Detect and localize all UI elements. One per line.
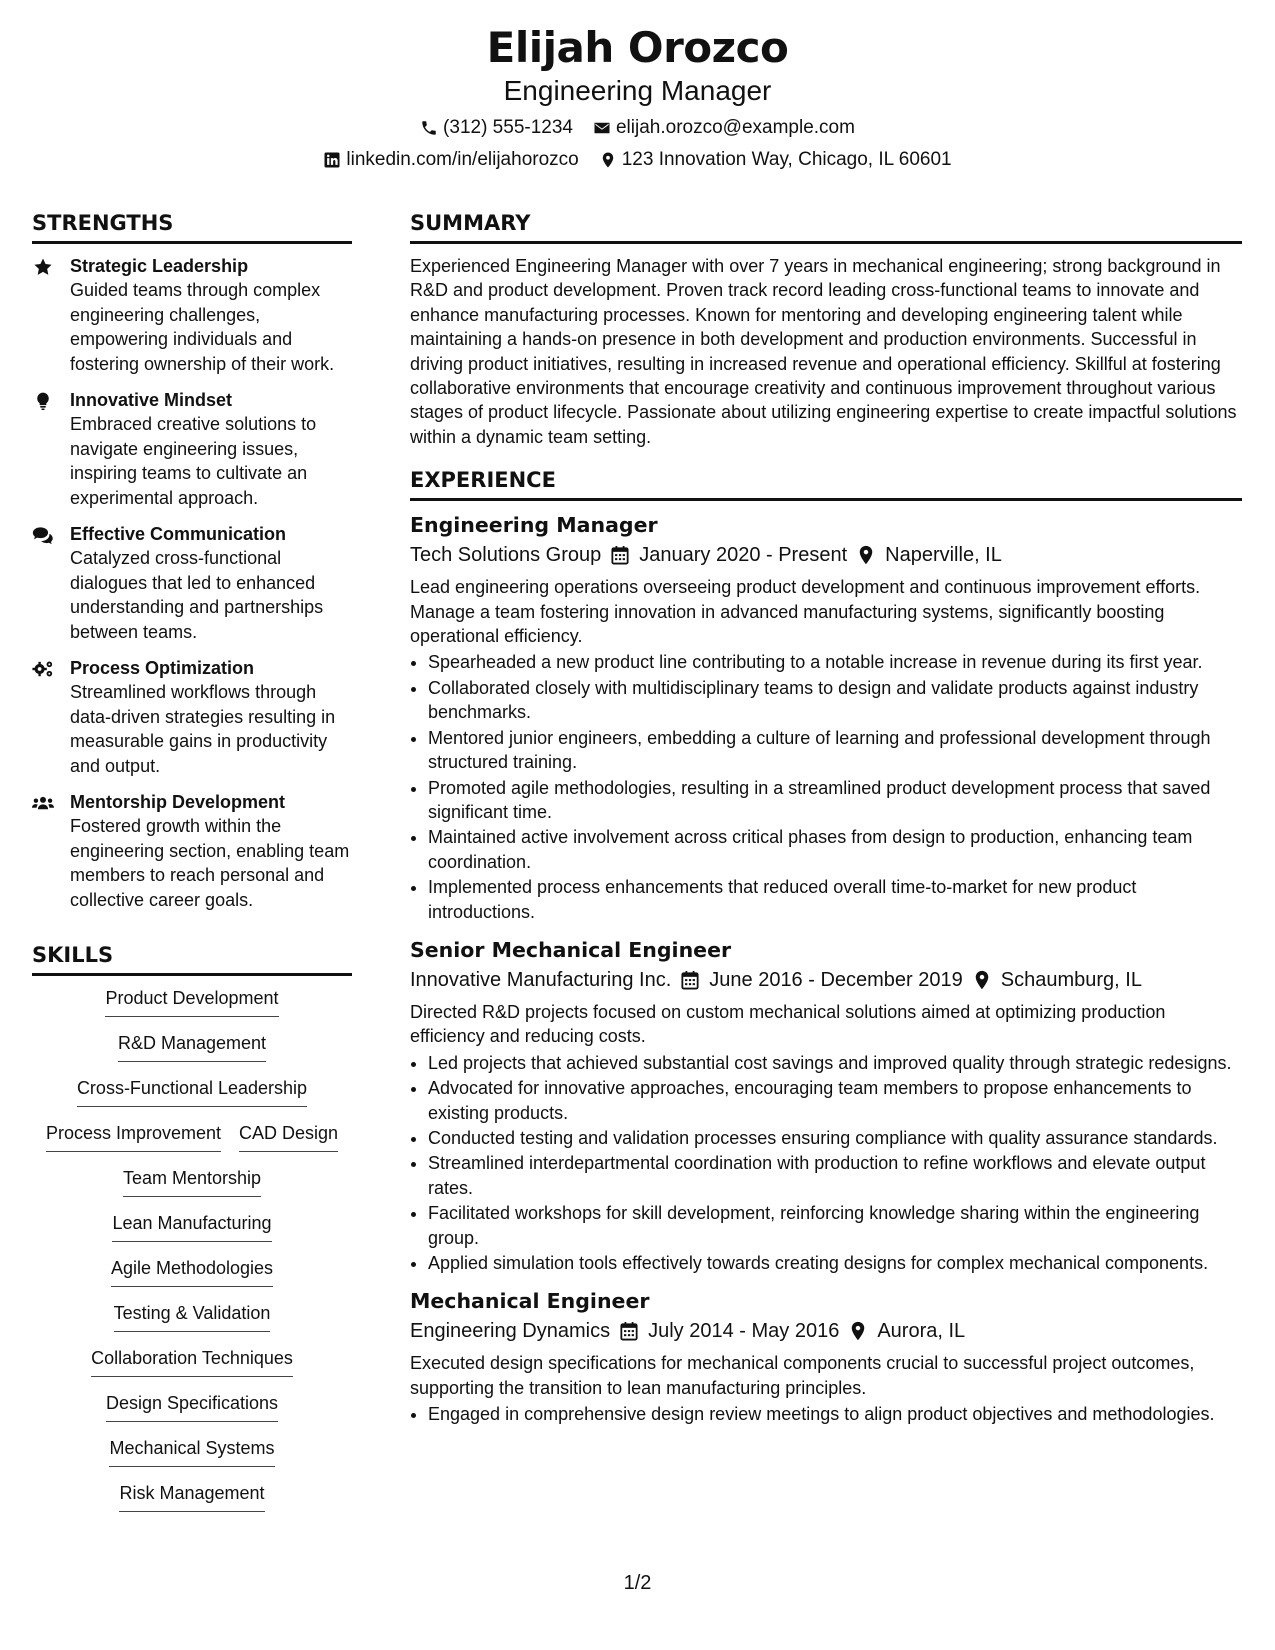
skill-tag: Lean Manufacturing xyxy=(112,1211,271,1242)
phone-icon xyxy=(420,119,438,137)
linkedin-contact[interactable] xyxy=(323,148,578,172)
calendar-icon xyxy=(611,545,629,565)
comments-icon xyxy=(32,522,56,644)
address-contact xyxy=(599,148,952,172)
skill-tag: Mechanical Systems xyxy=(109,1436,274,1467)
strength-item xyxy=(32,388,352,510)
map-pin-icon xyxy=(973,970,991,990)
contact-line-2 xyxy=(0,148,1275,172)
skill-row xyxy=(32,1031,352,1076)
job-bullet: • Led projects that achieved substantial cost savings and improved quality through strategic redesigns. xyxy=(428,1051,1242,1075)
skill-tag: Product Development xyxy=(105,986,278,1017)
strength-title: Process Optimization xyxy=(70,658,255,678)
job-dates: January 2020 - Present xyxy=(639,544,848,567)
skill-tag: Risk Management xyxy=(119,1481,264,1512)
linkedin-text[interactable]: linkedin.com/in/elijahorozco xyxy=(346,149,579,170)
envelope-icon xyxy=(593,119,611,137)
skill-row xyxy=(32,1256,352,1301)
email-text[interactable]: elijah.orozco@example.com xyxy=(615,117,855,138)
strength-title: Mentorship Development xyxy=(70,792,286,812)
job-description: Lead engineering operations overseeing product development and continuous improvement efforts. Manage a team fostering innovation in advanced manufacturing systems, significantly boosting operational efficiency. xyxy=(410,577,1201,647)
experience-heading: EXPERIENCE xyxy=(410,468,556,493)
email-contact[interactable] xyxy=(593,116,855,140)
map-pin-icon xyxy=(849,1321,867,1341)
left-column xyxy=(32,210,352,1526)
skill-tag: CAD Design xyxy=(239,1121,338,1152)
skill-row xyxy=(32,1211,352,1256)
job-bullet: • Applied simulation tools effectively towards creating designs for complex mechanical components. xyxy=(428,1251,1242,1275)
phone-text: (312) 555-1234 xyxy=(443,117,573,138)
job-bullet: • Collaborated closely with multidisciplinary teams to design and validate products against industry benchmarks. xyxy=(428,676,1242,725)
job-bullet: • Spearheaded a new product line contributing to a notable increase in revenue during its first year. xyxy=(428,650,1242,674)
job-description: Directed R&D projects focused on custom mechanical solutions aimed at optimizing production efficiency and reducing costs. xyxy=(410,1001,1166,1047)
job-location: Schaumburg, IL xyxy=(1000,968,1142,991)
lightbulb-icon xyxy=(32,388,56,510)
job-bullet: • Advocated for innovative approaches, encouraging team members to propose enhancements to existing products. xyxy=(428,1076,1242,1125)
job-bullet: • Conducted testing and validation processes ensuring compliance with quality assurance standards. xyxy=(428,1126,1242,1150)
page-number: 1/2 xyxy=(623,1572,652,1594)
skill-row xyxy=(32,1481,352,1526)
strength-description: Guided teams through complex engineering challenges, empowering individuals and fostering ownership of their work. xyxy=(70,280,335,374)
star-icon xyxy=(32,254,56,376)
skill-row xyxy=(32,986,352,1031)
skill-tag: Collaboration Techniques xyxy=(91,1346,293,1377)
summary-divider xyxy=(410,241,1242,244)
summary-heading: SUMMARY xyxy=(410,211,531,235)
job-location: Naperville, IL xyxy=(885,544,1002,567)
experience-divider xyxy=(410,498,1242,501)
job-company: Engineering Dynamics xyxy=(410,1320,611,1343)
strengths-heading: STRENGTHS xyxy=(32,211,174,235)
job-bullet: • Maintained active involvement across critical phases from design to production, enhancing team coordination. xyxy=(428,825,1242,874)
strength-item xyxy=(32,522,352,644)
gears-icon xyxy=(32,656,56,778)
strength-description: Fostered growth within the engineering section, enabling team members to reach personal and collective career goals. xyxy=(70,816,350,910)
job-entry xyxy=(410,1287,1242,1426)
skills-divider xyxy=(32,973,352,976)
calendar-icon xyxy=(681,970,699,990)
right-column xyxy=(410,210,1242,1439)
skill-tag: Process Improvement xyxy=(46,1121,221,1152)
job-bullet: • Promoted agile methodologies, resulting in a streamlined product development process that saved significant time. xyxy=(428,776,1242,825)
summary-text: Experienced Engineering Manager with over 7 years in mechanical engineering; strong background in R&D and product development. Proven track record leading cross-functional teams to innovate and enhance manufacturing processes. Known for mentoring and developing engineering talent while maintaining a hands-on presence in both development and production environments. Successful in driving product initiatives, resulting in increased revenue and operational efficiency. Skillful at fostering collaborative environments that encourage creativity and continuous improvement throughout various stages of product lifecycle. Passionate about utilizing engineering expertise to create impactful solutions within a dynamic team setting. xyxy=(410,256,1237,447)
strength-item xyxy=(32,656,352,778)
calendar-icon xyxy=(620,1321,638,1341)
job-bullet: • Implemented process enhancements that reduced overall time-to-market for new product introductions. xyxy=(428,875,1242,924)
skill-tag: Cross-Functional Leadership xyxy=(77,1076,307,1107)
strength-item xyxy=(32,254,352,376)
skills-list xyxy=(32,986,352,1526)
job-dates: June 2016 - December 2019 xyxy=(709,968,963,991)
address-text: 123 Innovation Way, Chicago, IL 60601 xyxy=(621,149,952,170)
strength-title: Effective Communication xyxy=(70,524,287,544)
strength-description: Embraced creative solutions to navigate engineering issues, inspiring teams to cultivate an experimental approach. xyxy=(70,414,317,508)
job-entry xyxy=(410,511,1242,924)
job-bullet: • Facilitated workshops for skill development, reinforcing knowledge sharing within the engineering group. xyxy=(428,1201,1242,1250)
job-title: Mechanical Engineer xyxy=(410,1289,650,1314)
skill-tag: Agile Methodologies xyxy=(111,1256,273,1287)
map-pin-icon xyxy=(599,151,617,169)
phone-contact xyxy=(420,116,573,140)
strength-item xyxy=(32,790,352,912)
job-location: Aurora, IL xyxy=(877,1320,966,1343)
candidate-name: Elijah Orozco xyxy=(486,23,789,72)
skill-tag: Testing & Validation xyxy=(114,1301,271,1332)
job-meta xyxy=(410,541,1242,569)
strength-title: Strategic Leadership xyxy=(70,256,249,276)
job-bullet: • Engaged in comprehensive design review meetings to align product objectives and methodologies. xyxy=(428,1402,1242,1426)
strength-title: Innovative Mindset xyxy=(70,390,233,410)
job-bullets xyxy=(410,1051,1242,1276)
skills-heading: SKILLS xyxy=(32,943,114,967)
candidate-role: Engineering Manager xyxy=(503,75,772,106)
job-company: Tech Solutions Group xyxy=(410,544,602,567)
job-company: Innovative Manufacturing Inc. xyxy=(410,968,672,991)
job-title: Engineering Manager xyxy=(410,513,658,538)
strength-description: Streamlined workflows through data-driven strategies resulting in measurable gains in productivity and output. xyxy=(70,682,336,776)
skill-row xyxy=(32,1346,352,1391)
skill-tag: Team Mentorship xyxy=(123,1166,261,1197)
skill-tag: R&D Management xyxy=(118,1031,266,1062)
job-entry xyxy=(410,936,1242,1275)
map-pin-icon xyxy=(857,545,875,565)
job-meta xyxy=(410,1317,1242,1345)
skill-row xyxy=(32,1076,352,1121)
skill-row xyxy=(32,1166,352,1211)
skill-row xyxy=(32,1301,352,1346)
contact-line-1 xyxy=(0,116,1275,140)
skill-tag: Design Specifications xyxy=(106,1391,278,1422)
users-icon xyxy=(32,790,56,912)
job-bullets xyxy=(410,650,1242,923)
job-dates: July 2014 - May 2016 xyxy=(648,1320,840,1343)
skill-row xyxy=(32,1121,352,1166)
job-bullet: • Mentored junior engineers, embedding a culture of learning and professional development through structured training. xyxy=(428,726,1242,775)
job-bullet: • Streamlined interdepartmental coordination with production to refine workflows and elevate output rates. xyxy=(428,1151,1242,1200)
job-meta xyxy=(410,966,1242,994)
job-bullets xyxy=(410,1402,1242,1426)
strength-description: Catalyzed cross-functional dialogues that led to enhanced understanding and partnerships between teams. xyxy=(70,548,324,642)
resume-header xyxy=(0,22,1275,172)
strengths-divider xyxy=(32,241,352,244)
skill-row xyxy=(32,1391,352,1436)
job-title: Senior Mechanical Engineer xyxy=(410,937,732,962)
skill-row xyxy=(32,1436,352,1481)
linkedin-icon xyxy=(323,151,341,169)
job-description: Executed design specifications for mechanical components crucial to successful project outcomes, supporting the transition to lean manufacturing principles. xyxy=(410,1353,1195,1398)
